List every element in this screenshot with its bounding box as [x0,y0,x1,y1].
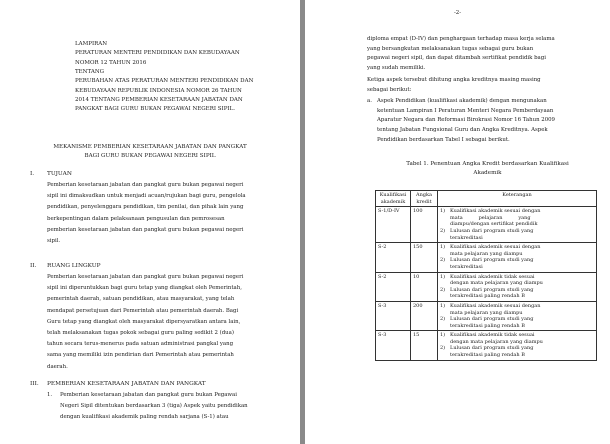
item-a-label: a. [367,98,372,104]
paragraph-line: sipil. [47,238,61,244]
note-number: 1) [440,244,446,251]
cell-angka-kredit: 100 [411,207,438,243]
paragraph-line: Pendidikan berdasarkan Tabel I sebagai berikut. [377,136,510,143]
table-row [376,272,597,301]
cell-kualifikasi: S-3 [376,301,411,330]
note-line: mata pelajaran yang diampu [450,309,523,316]
paragraph-line: pemberian kesetaraan jabatan dan pangkat guru bukan pegawai negeri [47,226,244,233]
col-header-angka: Angka kredit [411,191,438,207]
note-line: terakreditasi [450,263,483,270]
paragraph-line: Guru tetap yang diangkat oleh masyarakat dipersyaratkan antara lain, [47,318,241,325]
note-number: 2) [440,257,446,264]
paragraph-line: yang bersangkutan melaksanakan tugas sebagai guru bukan [367,45,534,52]
note-line: mata pelajaran yang [450,214,531,221]
note-line: diampu/dengan sertifikat pendidik [450,221,538,228]
note-number: 1) [440,302,446,309]
header-line: PANGKAT BAGI GURU BUKAN PEGAWAI NEGERI SIPIL. [75,106,235,113]
paragraph-line: Aparatur Negara dan Reformasi Birokrasi Nomor 16 Tahun 2009 [377,117,555,124]
note-item [440,345,594,358]
paragraph-line: tentang Jabatan Fungsional Guru dan Angka Kreditnya. Aspek [377,127,548,134]
note-line: Lulusan dari program studi yang [450,227,534,234]
paragraph-line: pegawai negeri sipil, dan dapat ditambah sertifikat pendidik bagi [367,55,546,61]
note-line: mata pelajaran yang diampu [450,250,523,257]
paragraph-line: daerah. [47,363,68,370]
paragraph-line: telah melaksanakan tugas pokok sebagai guru paling sedikit 2 (dua) [47,330,234,336]
header-line: 2014 TENTANG PEMBERIAN KESETARAAN JABATAN DAN [75,96,243,103]
paragraph-line: diploma empat (D-IV) dan penghargaan terhadap masa kerja selama [367,36,555,42]
paragraph-line: ketentuan Lampiran I Peraturan Menteri Negara Pemberdayaan [377,107,554,114]
note-item [440,303,594,316]
note-line: Kualifikasi akademik sesuai dengan [450,208,541,215]
note-text [450,228,533,241]
note-line: Lulusan dari program studi yang [450,316,534,323]
section-number: II. [30,263,37,269]
cell-kualifikasi: S-1/D-IV [376,207,411,243]
paragraph-line: Pemberian kesetaraan jabatan dan pangkat guru bukan pegawai negeri [47,274,244,280]
note-text [450,303,541,316]
paragraph-line: sebagai berikut: [367,86,412,93]
paragraph-line: pendidikan, penyelenggara pendidikan, tim penilai, dan pihak lain yang [47,204,244,211]
subsection-number: 1. [47,392,53,398]
cell-angka-kredit: 15 [411,331,438,360]
note-line: Kualifikasi akademik sesuai dengan [450,244,541,251]
note-number: 1) [440,273,446,280]
table-title-line: Akademik [473,170,502,176]
paragraph-line: sipil ini diperuntukkan bagi guru tetap yang diangkat oleh Pemerintah, [47,285,242,292]
paragraph-line: mendapat persetujuan dari Pemerintah atau pemerintah daerah. Bagi [47,307,239,314]
cell-kualifikasi: S-2 [376,243,411,272]
note-text [450,287,533,300]
header-line: TENTANG [75,68,105,75]
note-text [450,244,541,257]
header-line: NOMOR 12 TAHUN 2016 [75,59,147,66]
cell-keterangan [438,207,597,243]
cell-keterangan [438,243,597,272]
note-text [450,345,533,358]
cell-kualifikasi: S-2 [376,272,411,301]
note-item [440,287,594,300]
note-text [450,316,533,329]
paragraph-line: Ketiga aspek tersebut dihitung angka kreditnya masing masing [367,77,541,83]
note-text [450,257,533,270]
section-number: III. [30,381,39,387]
note-item [440,316,594,329]
col-header-keterangan: Keterangan [438,191,597,207]
document-page-2 [305,0,610,444]
paragraph-line: Pemberian kesetaraan jabatan dan pangkat guru bukan pegawai negeri [47,182,244,188]
note-line: Lulusan dari program studi yang [450,286,534,293]
header-line: KEBUDAYAAN REPUBLIK INDONESIA NOMOR 26 TAHUN [75,87,242,94]
cell-kualifikasi: S-3 [376,331,411,360]
cell-keterangan [438,272,597,301]
header-line: PERUBAHAN ATAS PERATURAN MENTERI PENDIDIKAN DAN [75,78,254,85]
note-line: terakreditasi paling rendah B [450,293,525,300]
note-number: 1) [440,332,446,339]
note-item [440,208,594,228]
note-number: 2) [440,345,446,352]
note-item [440,257,594,270]
note-line: Kualifikasi akademik tidak sesuai [450,273,535,280]
cell-angka-kredit: 150 [411,243,438,272]
note-item [440,228,594,241]
note-item [440,244,594,257]
table-row [376,301,597,330]
paragraph-line: Negeri Sipil ditentukan berdasarkan 3 (tiga) Aspek yaitu pendidikan [60,403,248,410]
note-line: terakreditasi paling rendah B [450,352,525,359]
table-header-row [376,191,597,207]
note-text [450,208,541,228]
note-item [440,332,594,345]
table-row [376,207,597,243]
paragraph-line: sama yang memiliki izin pendirian dari Pemerintah atau pemerintah [47,352,234,359]
cell-angka-kredit: 10 [411,272,438,301]
paragraph-line: tahun secara terus-menerus pada satuan administrasi pangkal yang [47,341,234,348]
table-title-line: Tabel 1. Penentuan Angka Kredit berdasarkan Kualifikasi [406,161,569,167]
table-row [376,243,597,272]
note-line: terakreditasi paling rendah B [450,322,525,329]
paragraph-line: Pemberian kesetaraan jabatan dan pangkat guru bukan Pegawai [60,392,237,398]
cell-keterangan [438,331,597,360]
paragraph-line: Aspek Pendidikan (kualifikasi akademik) dengan mengunakan [377,98,547,104]
col-header-kualifikasi: Kualifikasi akademik [376,191,411,207]
section-number: I. [30,171,35,177]
note-line: dengan mata pelajaran yang diampu [450,338,543,345]
note-line: dengan mata pelajaran yang diampu [450,280,543,287]
table-row [376,331,597,360]
title-line: MEKANISME PEMBERIAN KESETARAAN JABATAN DAN PANGKAT [53,144,247,150]
section-heading: PEMBERIAN KESETARAAN JABATAN DAN PANGKAT [47,381,206,387]
note-number: 1) [440,208,446,215]
note-item [440,274,594,287]
cell-angka-kredit: 200 [411,301,438,330]
paragraph-line: dengan kualifikasi akademik paling rendah sarjana (S-1) atau [60,414,229,421]
document-page-1 [0,0,300,444]
note-number: 2) [440,227,446,234]
note-text [450,274,543,287]
paragraph-line: berkepentingan dalam pelaksanaan pengusulan dan pemrosesan [47,215,225,222]
note-line: Kualifikasi akademik sesuai dengan [450,302,541,309]
header-line: LAMPIRAN [75,41,108,47]
paragraph-line: sipil ini dimaksudkan untuk menjadi acuan/rujukan bagi guru, pengelola [47,193,246,200]
note-line: terakreditasi [450,234,483,241]
note-line: Lulusan dari program studi yang [450,257,534,264]
angka-kredit-table [375,190,597,361]
note-number: 2) [440,316,446,323]
title-line: BAGI GURU BUKAN PEGAWAI NEGERI SIPIL [84,153,216,159]
note-number: 2) [440,286,446,293]
section-heading: TUJUAN [47,171,72,177]
paragraph-line: yang sudah memiliki. [367,64,426,71]
header-line: PERATURAN MENTERI PENDIDIKAN DAN KEBUDAYAAN [75,50,240,57]
section-heading: RUANG LINGKUP [47,263,101,269]
note-line: Lulusan dari program studi yang [450,345,534,352]
cell-keterangan [438,301,597,330]
page-number: -2- [453,10,462,16]
note-text [450,332,543,345]
paragraph-line: pemerintah daerah, satuan pendidikan, atau masyarakat, yang telah [47,296,235,303]
note-line: Kualifikasi akademik tidak sesuai [450,332,535,339]
